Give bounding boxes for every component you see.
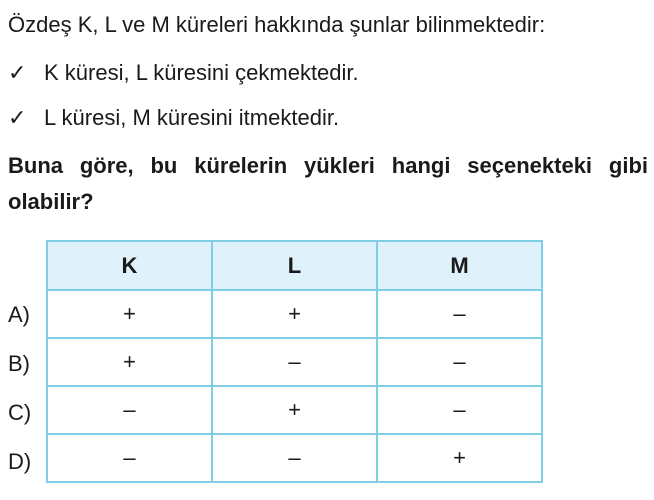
table-row — [47, 386, 542, 434]
table-cell: + — [47, 338, 212, 386]
table-cell: + — [47, 290, 212, 338]
option-label-c: C) — [8, 400, 32, 425]
table-row — [47, 434, 542, 482]
table-cell: – — [212, 434, 377, 482]
table-cell: – — [377, 386, 542, 434]
header-k: K — [47, 241, 212, 290]
table-row — [47, 290, 542, 338]
table-cell: – — [47, 386, 212, 434]
option-label-a: A) — [8, 302, 30, 327]
table-cell: – — [377, 338, 542, 386]
table-cell: + — [212, 386, 377, 434]
table-cell: – — [47, 434, 212, 482]
check-icon: ✓ — [8, 105, 27, 130]
header-l: L — [212, 241, 377, 290]
fact-item-1 — [8, 58, 359, 88]
option-label-b: B) — [8, 351, 30, 376]
question-text: Buna göre, bu kürelerin yükleri hangi seçenekteki gibi olabilir? — [8, 153, 648, 214]
intro-text: Özdeş K, L ve M küreleri hakkında şunlar bilinmektedir: — [8, 12, 546, 37]
table-header-row — [47, 241, 542, 290]
table-cell: – — [377, 290, 542, 338]
check-icon: ✓ — [8, 60, 27, 85]
fact-item-2 — [8, 103, 339, 133]
header-m: M — [377, 241, 542, 290]
fact-text-1: K küresi, L küresini çekmektedir. — [44, 60, 359, 85]
fact-text-2: L küresi, M küresini itmektedir. — [44, 105, 340, 130]
table-row — [47, 338, 542, 386]
table-cell: + — [377, 434, 542, 482]
option-label-d: D) — [8, 449, 32, 474]
table-cell: + — [212, 290, 377, 338]
table-cell: – — [212, 338, 377, 386]
charge-table — [46, 240, 543, 483]
